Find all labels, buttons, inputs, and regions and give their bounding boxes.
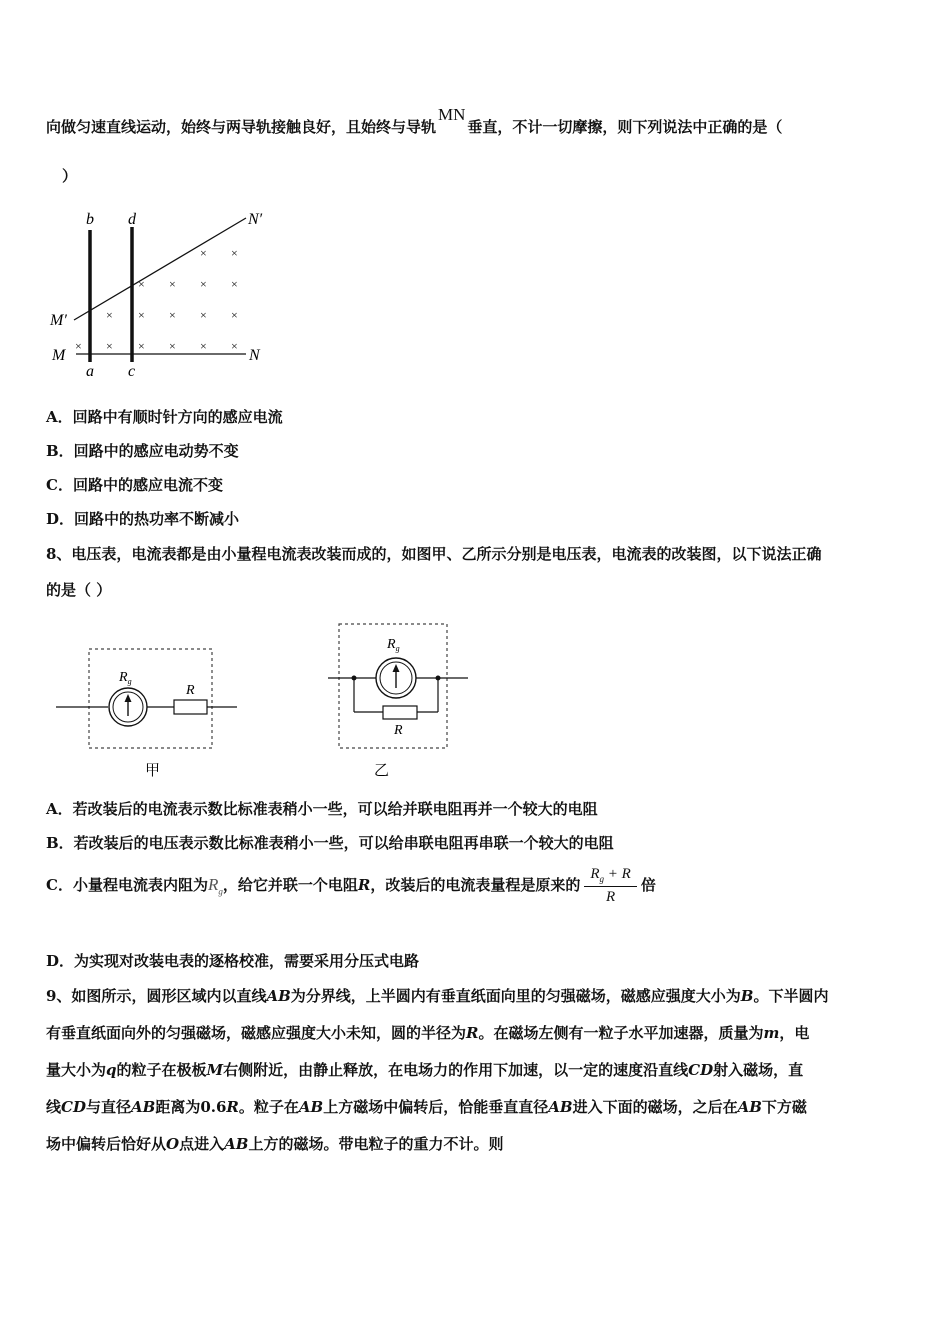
q7-rail-figure bbox=[46, 205, 276, 385]
q9-line2: 有垂直纸面向外的匀强磁场，磁感应强度大小未知，圆的半径为R。在磁场左侧有一粒子水平加速器，质量为m，电 bbox=[46, 1024, 810, 1042]
svg-text:×: × bbox=[169, 277, 176, 291]
q7-option-a: A．回路中有顺时针方向的感应电流 bbox=[46, 408, 283, 426]
svg-text:×: × bbox=[138, 277, 145, 291]
q7-stem-line1: 向做匀速直线运动，始终与两导轨接触良好，且始终与导轨MN垂直，不计一切摩擦，则下列说法中正确的是（ bbox=[46, 105, 783, 136]
label-d: d bbox=[128, 211, 136, 228]
q9-line1: 9、如图所示，圆形区域内以直线AB为分界线，上半圆内有垂直纸面向里的匀强磁场，磁感应强度大小为B。下半圆内 bbox=[46, 987, 829, 1005]
svg-text:×: × bbox=[138, 308, 145, 322]
q8-option-c: C．小量程电流表内阻为$R_g$，给它并联一个电阻R，改装后的电流表量程是原来的 $\frac{R_g + R}{R}$ 倍 bbox=[46, 866, 656, 905]
svg-text:×: × bbox=[75, 339, 82, 353]
svg-text:×: × bbox=[231, 308, 238, 322]
svg-text:×: × bbox=[231, 339, 238, 353]
svg-text:Rg: $R_g$ bbox=[119, 670, 132, 686]
svg-text:×: × bbox=[200, 246, 207, 260]
label-m: M bbox=[52, 347, 66, 364]
q7-option-c: C．回路中的感应电流不变 bbox=[46, 476, 223, 494]
mn-symbol: MN bbox=[438, 105, 466, 124]
q8-option-a: A．若改装后的电流表示数比标准表稍小一些，可以给并联电阻再并一个较大的电阻 bbox=[46, 800, 598, 818]
label-n-prime: N′ bbox=[248, 211, 263, 228]
q8-stem-line1: 8、电压表，电流表都是由小量程电流表改装而成的，如图甲、乙所示分别是电压表，电流表的改装图，以下说法正确 bbox=[46, 545, 822, 563]
q8-option-d: D．为实现对改装电表的逐格校准，需要采用分压式电路 bbox=[46, 952, 420, 970]
svg-text:×: × bbox=[106, 339, 113, 353]
svg-text:R: R bbox=[186, 683, 195, 698]
label-c: c bbox=[128, 363, 136, 380]
caption-jia: 甲 bbox=[145, 763, 161, 779]
q8-figure-jia bbox=[56, 640, 246, 780]
svg-text:×: × bbox=[138, 339, 145, 353]
q9-line4: 线CD与直径AB距离为0.6R。粒子在AB上方磁场中偏转后，恰能垂直直径AB进入下面的磁场，之后在AB下方磁 bbox=[46, 1098, 807, 1116]
svg-text:×: × bbox=[169, 339, 176, 353]
svg-text:×: × bbox=[200, 339, 207, 353]
q9-line5: 场中偏转后恰好从O点进入AB上方的磁场。带电粒子的重力不计。则 bbox=[46, 1135, 504, 1153]
q7-stem-close: ） bbox=[62, 167, 78, 185]
q9-line3: 量大小为q的粒子在极板M右侧附近，由静止释放，在电场力的作用下加速，以一定的速度沿直线CD射入磁场，直 bbox=[46, 1061, 804, 1079]
svg-text:×: × bbox=[231, 246, 238, 260]
svg-text:R: R bbox=[394, 723, 403, 738]
svg-text:×: × bbox=[200, 308, 207, 322]
label-n: N bbox=[249, 347, 260, 364]
magnetic-field-crosses bbox=[75, 246, 238, 353]
svg-text:×: × bbox=[106, 308, 113, 322]
caption-yi: 乙 bbox=[374, 763, 390, 779]
resistor-icon bbox=[383, 706, 417, 719]
fraction-rg-plus-r-over-r: $\frac{R_g + R}{R}$ bbox=[584, 866, 636, 906]
q8-option-b: B．若改装后的电压表示数比标准表稍小一些，可以给串联电阻再串联一个较大的电阻 bbox=[46, 834, 614, 852]
svg-text:×: × bbox=[169, 308, 176, 322]
q8-stem-line2: 的是（ ） bbox=[46, 581, 112, 599]
label-a: a bbox=[86, 363, 94, 380]
q7-option-b: B．回路中的感应电动势不变 bbox=[46, 442, 239, 460]
q7-option-d: D．回路中的热功率不断减小 bbox=[46, 510, 240, 528]
svg-text:Rg: $R_g$ bbox=[387, 637, 400, 653]
svg-text:×: × bbox=[200, 277, 207, 291]
label-b: b bbox=[86, 211, 94, 228]
q8-figure-yi bbox=[328, 620, 478, 780]
label-m-prime: M′ bbox=[50, 312, 67, 329]
svg-text:×: × bbox=[231, 277, 238, 291]
resistor-icon bbox=[174, 700, 207, 714]
